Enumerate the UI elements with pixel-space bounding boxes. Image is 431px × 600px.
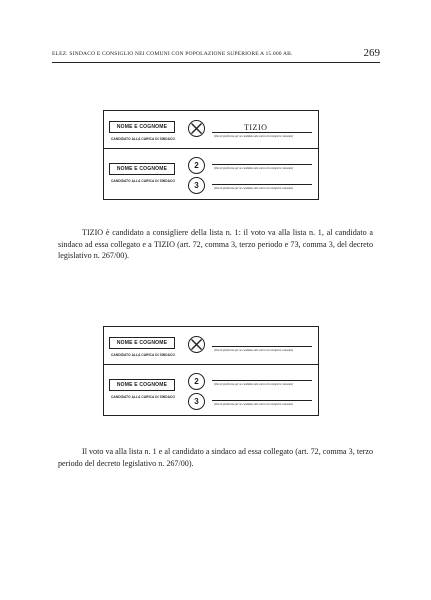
list-symbol-2: 2 [188,157,205,174]
page-number: 269 [363,47,380,59]
cross-mark-icon [189,337,204,352]
running-header [52,47,380,61]
paragraph-text: Il voto va alla lista n. 1 e al candidato a sindaco ad essa collegato (art. 72, comma 3, terzo periodo del decreto legislativo n. 267/00). [58,447,373,468]
list-symbol-crossed [188,336,205,353]
preference-line [212,164,312,165]
candidate-caption: CANDIDATO ALLA CARICA DI SINDACO [111,395,175,399]
paragraph-text: TIZIO è candidato a consigliere della lista n. 1: il voto va alla lista n. 1, al candidato a sindaco ad essa collegato e a TIZIO (art. 72, comma 3, terzo periodo e 73, comma 3, del decreto legislativo n. 267/00). [58,228,373,261]
preference-note: (Voto di preferenza per un candidato alla carica di consigliere comunale) [214,383,294,386]
explanation-paragraph-2 [58,446,373,469]
preference-line [212,184,312,185]
header-rule [52,62,380,63]
preference-vote-text: TIZIO [244,123,268,132]
ballot-section-list-1 [104,111,318,149]
preference-line [212,380,312,381]
candidate-name-box: NOME E COGNOME [109,337,175,349]
candidate-name-box: NOME E COGNOME [109,163,175,175]
candidate-caption: CANDIDATO ALLA CARICA DI SINDACO [111,179,175,183]
preference-note: (Voto di preferenza per un candidato alla carica di consigliere comunale) [214,135,294,138]
cross-mark-icon [189,121,204,136]
preference-note: (Voto di preferenza per un candidato alla carica di consigliere comunale) [214,349,294,352]
list-symbol-3: 3 [188,177,205,194]
explanation-paragraph-1 [58,227,373,262]
candidate-caption: CANDIDATO ALLA CARICA DI SINDACO [111,353,175,357]
list-symbol-crossed [188,120,205,137]
header-title: ELEZ. SINDACO E CONSIGLIO NEI COMUNI CON POPOLAZIONE SUPERIORE A 15.000 AB. [52,51,293,57]
candidate-caption: CANDIDATO ALLA CARICA DI SINDACO [111,137,175,141]
ballot-example-1 [103,110,319,200]
preference-note: (Voto di preferenza per un candidato alla carica di consigliere comunale) [214,187,294,190]
preference-line [212,132,312,133]
ballot-section-lists-2-3 [104,149,318,199]
preference-line [212,346,312,347]
preference-note: (Voto di preferenza per un candidato alla carica di consigliere comunale) [214,167,294,170]
preference-line [212,400,312,401]
candidate-name-box: NOME E COGNOME [109,379,175,391]
ballot-example-2 [103,326,319,416]
list-symbol-2: 2 [188,373,205,390]
preference-note: (Voto di preferenza per un candidato alla carica di consigliere comunale) [214,403,294,406]
candidate-name-box: NOME E COGNOME [109,121,175,133]
ballot-section-lists-2-3 [104,365,318,415]
list-symbol-3: 3 [188,393,205,410]
ballot-section-list-1 [104,327,318,365]
